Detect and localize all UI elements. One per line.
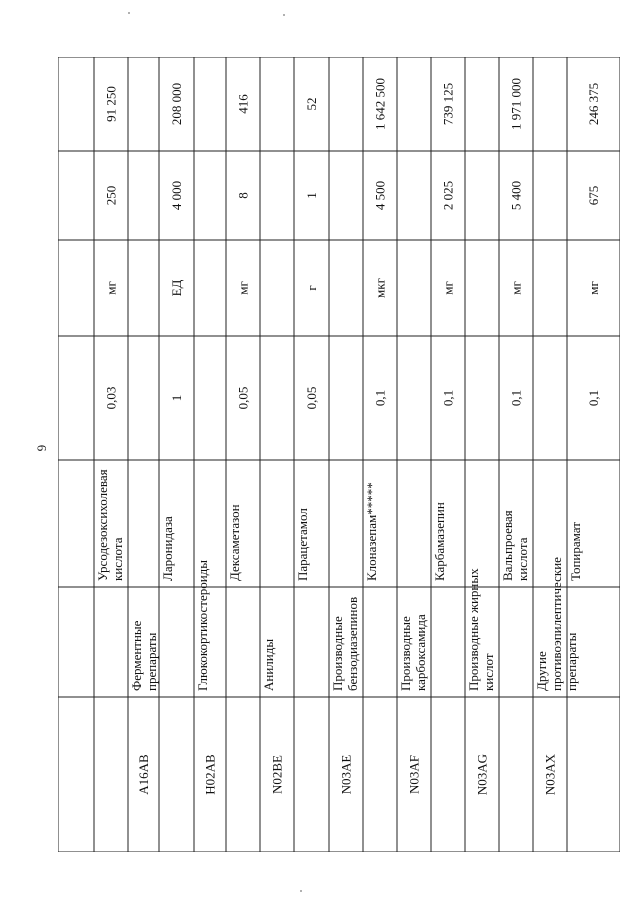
- table-cell-dose: [586, 186, 601, 206]
- table-cell-text: мг: [440, 281, 456, 295]
- table-cell-text: 4 500: [372, 180, 388, 211]
- table-cell-code: [407, 755, 422, 794]
- table-cell-drug: [364, 482, 379, 581]
- table-cell-dose: [236, 192, 251, 199]
- table-cell-dose: [169, 181, 184, 210]
- table-cell-text: 0,05: [235, 386, 251, 410]
- table-cell-drug: [227, 504, 242, 581]
- table-cell-text: г: [304, 285, 319, 291]
- table-cell-text: Парацетамол: [295, 508, 310, 581]
- table-cell-total: [236, 94, 251, 114]
- table-cell-text: Карбамазепин: [432, 502, 447, 581]
- table-cell-text: кислота: [515, 537, 530, 581]
- table-cell-text: 91 250: [103, 86, 119, 122]
- table-cell-text: 8: [235, 192, 251, 199]
- table-cell-text: N03AF: [406, 754, 422, 795]
- table-cell-text: препараты: [564, 632, 579, 691]
- table-cell-dose: [441, 181, 456, 210]
- table-cell-text: 416: [235, 94, 251, 114]
- table-cell-drug: [160, 516, 175, 581]
- table-cell-total: [586, 83, 601, 125]
- table-cell-group: [398, 614, 428, 691]
- table-cell-text: N02BE: [269, 755, 285, 794]
- rotated-drug-table: [58, 57, 620, 852]
- table-cell-text: 1 971 000: [508, 78, 524, 130]
- table-cell-code: [270, 755, 285, 794]
- page-number: 6: [34, 444, 50, 452]
- table-cell-text: Урсодезоксихолевая: [95, 469, 110, 581]
- table-cell-text: Ферментные: [129, 620, 144, 691]
- table-cell-total: [441, 83, 456, 125]
- table-cell-dose: [373, 181, 388, 210]
- table-cell-conc: [586, 390, 601, 406]
- table-cell-text: ЕД: [169, 279, 184, 297]
- table-cell-group: [129, 620, 159, 691]
- table-cell-text: мкг: [372, 278, 388, 298]
- table-cell-conc: [304, 387, 319, 410]
- table-cell-text: 0,1: [586, 389, 601, 407]
- table-cell-dose: [304, 192, 319, 199]
- table-cell-text: N03AG: [474, 753, 490, 796]
- scan-artifact-dot: [283, 14, 285, 16]
- table-cell-text: мг: [586, 281, 601, 295]
- table-cell-text: мг: [235, 281, 251, 295]
- table-cell-conc: [373, 390, 388, 406]
- table-cell-text: противоэпилептические: [549, 557, 564, 691]
- table-cell-conc: [441, 390, 456, 406]
- table-cell-text: Ларонидаза: [160, 516, 175, 581]
- table-cell-text: 1: [169, 394, 184, 402]
- table-cell-text: 0,03: [103, 386, 119, 410]
- table-cell-text: Вальпроевая: [500, 510, 515, 581]
- table-cell-text: 2 025: [440, 180, 456, 211]
- table-cell-group: [261, 639, 276, 691]
- table-cell-text: Дексаметазон: [227, 504, 242, 581]
- table-cell-text: Производные жирных: [466, 568, 481, 691]
- table-cell-code: [475, 754, 490, 795]
- table-cell-total: [169, 83, 184, 125]
- scan-artifact-dot: [128, 12, 130, 14]
- table-cell-unit: [586, 281, 601, 295]
- table-cell-code: [543, 753, 558, 795]
- table-cell-total: [104, 86, 119, 122]
- table-cell-text: мг: [508, 281, 524, 295]
- table-cell-text: бензодиазепинов: [345, 596, 360, 691]
- table-cell-text: Производные: [398, 616, 413, 691]
- table-cell-text: Другие: [534, 651, 549, 691]
- table-cell-unit: [236, 281, 251, 295]
- table-cell-text: 250: [103, 185, 119, 206]
- table-cell-dose: [509, 181, 524, 210]
- table-cell-text: 0,1: [508, 389, 524, 407]
- table-cell-total: [373, 78, 388, 130]
- table-cell-unit: [104, 281, 119, 295]
- table-cell-unit: [373, 278, 388, 298]
- table-cell-text: Топирамат: [568, 522, 583, 581]
- table-cell-text: Глюкокортикостероиды: [195, 559, 210, 691]
- table-cell-unit: [509, 281, 524, 295]
- table-cell-unit: [304, 285, 319, 290]
- table-cell-unit: [169, 279, 184, 296]
- table-cell-code: [203, 754, 218, 795]
- table-cell-text: 4 000: [169, 180, 184, 211]
- table-cell-text: N03AX: [542, 753, 558, 796]
- table-cell-text: N03AE: [338, 754, 354, 795]
- table-cell-text: 739 125: [440, 82, 456, 126]
- table-cell-text: Производные: [330, 616, 345, 691]
- table-cell-text: 0,1: [372, 389, 388, 407]
- table-cell-conc: [509, 390, 524, 406]
- table-cell-text: препараты: [144, 632, 159, 691]
- table-cell-conc: [169, 395, 184, 402]
- table-cell-drug: [95, 469, 125, 581]
- table-cell-text: 0,05: [304, 386, 319, 410]
- table-cell-group: [330, 597, 360, 691]
- table-cell-text: 5 400: [508, 180, 524, 211]
- table-cell-code: [339, 755, 354, 795]
- table-cell-text: 52: [304, 97, 319, 111]
- table-cell-text: мг: [103, 281, 119, 295]
- table-cell-text: 0,1: [440, 389, 456, 407]
- table-cell-total: [304, 98, 319, 111]
- table-cell-text: 208 000: [169, 82, 184, 126]
- table-cell-text: 1: [304, 192, 319, 199]
- table-cell-drug: [295, 508, 310, 581]
- table-cell-total: [509, 78, 524, 130]
- table-cell-dose: [104, 186, 119, 206]
- table-cell-text: H02AB: [202, 754, 218, 795]
- table-cell-conc: [104, 387, 119, 410]
- table-cell-text: 675: [586, 185, 601, 206]
- table-cell-text: A16AB: [136, 754, 151, 795]
- table-cell-drug: [432, 502, 447, 581]
- table-cell-text: карбоксамида: [413, 614, 428, 691]
- table-cell-code: [136, 754, 151, 795]
- table-cell-text: Клоназепам*****: [364, 482, 379, 581]
- table-cell-text: 246 375: [586, 82, 601, 126]
- table-cell-conc: [236, 387, 251, 410]
- table-cell-text: кислот: [481, 653, 496, 691]
- table-cell-unit: [441, 281, 456, 295]
- table-cell-text: 1 642 500: [372, 78, 388, 130]
- table-cell-text: кислота: [110, 537, 125, 581]
- table-cell-drug: [568, 522, 583, 581]
- table-cell-drug: [500, 510, 530, 581]
- table-cell-text: Анилиды: [261, 638, 276, 691]
- table-cell-group: [195, 560, 210, 691]
- table-cell-group: [466, 568, 496, 691]
- scan-artifact-dot: [300, 890, 302, 892]
- drug-table-svg: [58, 57, 620, 852]
